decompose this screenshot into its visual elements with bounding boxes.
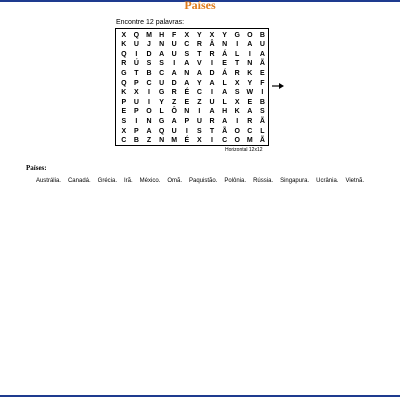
- grid-cell: N: [159, 137, 165, 145]
- grid-cell: T: [209, 127, 215, 135]
- grid-cell: A: [146, 127, 152, 135]
- grid-row: [116, 31, 268, 41]
- grid-cell: I: [148, 89, 150, 97]
- grid-cell: B: [259, 98, 265, 106]
- grid-cell: N: [184, 69, 190, 77]
- grid-cell: K: [121, 89, 127, 97]
- grid-cell: A: [247, 108, 253, 116]
- right-arrow-icon: [272, 82, 284, 90]
- grid-cell: O: [234, 137, 240, 145]
- grid-cell: A: [247, 41, 253, 49]
- grid-cell: Ã: [259, 117, 265, 125]
- grid-cell: F: [260, 79, 265, 87]
- grid-cell: Á: [222, 50, 228, 58]
- grid-cell: D: [171, 79, 177, 87]
- grid-cell: D: [209, 69, 215, 77]
- word-list-item: Polônia.: [224, 178, 247, 184]
- grid-row: [116, 117, 268, 127]
- grid-cell: C: [146, 79, 152, 87]
- grid-cell: Z: [172, 98, 177, 106]
- grid-cell: Ã: [259, 60, 265, 68]
- grid-cell: B: [259, 31, 265, 39]
- grid-cell: S: [234, 89, 240, 97]
- grid-cell: I: [261, 89, 264, 97]
- grid-cell: R: [171, 89, 177, 97]
- grid-cell: I: [135, 117, 138, 125]
- grid-cell: I: [211, 89, 213, 97]
- grid-cell: X: [121, 31, 127, 39]
- grid-row: [116, 107, 268, 117]
- grid-cell: L: [159, 108, 164, 116]
- grid-cell: T: [197, 50, 202, 58]
- word-list-item: Vietnã.: [345, 178, 365, 184]
- grid-cell: O: [234, 127, 240, 135]
- grid-cell: R: [234, 69, 240, 77]
- grid-cell: A: [171, 117, 177, 125]
- grid-cell: E: [247, 98, 253, 106]
- grid-cell: A: [184, 79, 190, 87]
- grid-caption: Horizontal 12x12: [225, 147, 263, 153]
- grid-cell: C: [247, 127, 253, 135]
- word-list-item: Omã.: [167, 178, 183, 184]
- grid-cell: P: [134, 79, 139, 87]
- grid-cell: P: [121, 98, 127, 106]
- grid-cell: A: [209, 79, 215, 87]
- grid-cell: É: [184, 89, 190, 97]
- grid-cell: U: [259, 41, 265, 49]
- grid-cell: X: [121, 127, 127, 135]
- grid-cell: I: [248, 50, 251, 58]
- grid-cell: X: [197, 137, 202, 145]
- page-title: Países: [184, 0, 216, 12]
- grid-cell: A: [222, 89, 228, 97]
- grid-cell: W: [246, 89, 254, 97]
- grid-cell: F: [172, 31, 177, 39]
- grid-cell: S: [260, 108, 265, 116]
- word-list-item: México.: [139, 178, 161, 184]
- grid-cell: U: [171, 127, 177, 135]
- grid-cell: Q: [133, 31, 140, 39]
- instructions: Encontre 12 palavras:: [116, 19, 185, 26]
- grid-cell: U: [196, 117, 202, 125]
- grid-cell: A: [209, 108, 215, 116]
- grid-cell: Ã: [222, 127, 228, 135]
- grid-cell: X: [209, 31, 215, 39]
- grid-cell: Ú: [133, 60, 139, 68]
- grid-cell: U: [171, 50, 177, 58]
- grid-cell: U: [171, 41, 177, 49]
- grid-cell: K: [247, 69, 253, 77]
- grid-cell: P: [134, 127, 139, 135]
- grid-cell: H: [159, 31, 165, 39]
- grid-row: [116, 98, 268, 108]
- grid-cell: L: [222, 79, 227, 87]
- grid-row: [116, 88, 268, 98]
- grid-cell: S: [121, 117, 127, 125]
- grid-cell: R: [247, 117, 253, 125]
- grid-cell: M: [246, 137, 253, 145]
- grid-cell: S: [146, 60, 152, 68]
- word-list-item: Irã.: [124, 178, 133, 184]
- grid-cell: I: [198, 108, 201, 116]
- grid-cell: S: [197, 127, 202, 135]
- grid-cell: E: [222, 60, 227, 68]
- grid-cell: A: [184, 60, 190, 68]
- grid-cell: Q: [158, 127, 165, 135]
- grid-cell: J: [147, 41, 151, 49]
- grid-cell: S: [159, 60, 164, 68]
- grid-cell: L: [222, 98, 227, 106]
- grid-cell: N: [146, 117, 152, 125]
- grid-cell: Z: [197, 98, 202, 106]
- word-list-item: Canadá.: [67, 178, 91, 184]
- word-list-item: Rússia.: [253, 178, 274, 184]
- grid-cell: D: [146, 50, 152, 58]
- grid-cell: C: [222, 137, 228, 145]
- word-list-heading: Países:: [26, 164, 47, 172]
- grid-cell: A: [222, 117, 228, 125]
- grid-cell: É: [184, 137, 190, 145]
- grid-cell: G: [158, 89, 165, 97]
- grid-cell: Á: [222, 69, 228, 77]
- grid-cell: P: [134, 108, 139, 116]
- grid-row: [116, 136, 268, 146]
- grid-cell: I: [135, 50, 138, 58]
- grid-cell: Q: [121, 79, 127, 87]
- grid-cell: R: [209, 117, 215, 125]
- grid-cell: V: [197, 60, 202, 68]
- grid-cell: O: [247, 31, 253, 39]
- grid-cell: L: [260, 127, 265, 135]
- grid-cell: C: [196, 89, 202, 97]
- grid-cell: I: [185, 127, 188, 135]
- grid-cell: U: [209, 98, 215, 106]
- grid-cell: L: [235, 50, 240, 58]
- grid-cell: P: [184, 117, 190, 125]
- grid-cell: H: [222, 108, 228, 116]
- word-list-item: Grécia.: [97, 178, 117, 184]
- grid-cell: M: [171, 137, 178, 145]
- grid-cell: R: [121, 60, 127, 68]
- grid-cell: S: [184, 50, 190, 58]
- grid-row: [116, 40, 268, 50]
- grid-cell: Z: [146, 137, 152, 145]
- grid-cell: G: [121, 69, 127, 77]
- grid-cell: N: [222, 41, 228, 49]
- word-list-item: Ucrânia.: [316, 178, 339, 184]
- word-list-item: Austrália.: [35, 178, 61, 184]
- grid-cell: I: [148, 98, 150, 106]
- grid-cell: X: [234, 79, 240, 87]
- grid-cell: O: [146, 108, 152, 116]
- grid-row: [116, 50, 268, 60]
- grid-cell: R: [209, 50, 215, 58]
- grid-row: [116, 79, 268, 89]
- grid-cell: Y: [247, 79, 253, 87]
- grid-cell: B: [146, 69, 152, 77]
- grid-cell: C: [184, 41, 190, 49]
- word-list-item: Singapura.: [280, 178, 310, 184]
- grid-cell: B: [133, 137, 139, 145]
- word-search-grid: [115, 28, 269, 146]
- grid-cell: Y: [159, 98, 164, 106]
- grid-cell: Q: [121, 50, 127, 58]
- grid-cell: G: [158, 117, 165, 125]
- grid-row: [116, 59, 268, 69]
- grid-cell: Y: [222, 31, 227, 39]
- grid-cell: Ô: [171, 108, 177, 116]
- grid-cell: Y: [197, 31, 202, 39]
- word-list: [22, 176, 378, 186]
- grid-cell: Y: [197, 79, 202, 87]
- grid-cell: C: [159, 69, 165, 77]
- grid-cell: U: [159, 79, 165, 87]
- grid-cell: A: [196, 69, 202, 77]
- grid-row: [116, 127, 268, 137]
- grid-row: [116, 69, 268, 79]
- bottom-rule: [0, 395, 400, 397]
- grid-cell: U: [133, 41, 139, 49]
- grid-cell: E: [121, 108, 127, 116]
- grid-cell: I: [173, 60, 176, 68]
- grid-cell: Â: [209, 41, 215, 49]
- grid-cell: Ã: [259, 137, 265, 145]
- grid-cell: A: [171, 69, 177, 77]
- grid-cell: R: [196, 41, 202, 49]
- grid-cell: I: [211, 60, 213, 68]
- grid-cell: U: [133, 98, 139, 106]
- grid-cell: I: [211, 137, 213, 145]
- grid-cell: X: [234, 98, 240, 106]
- grid-cell: N: [184, 108, 190, 116]
- grid-cell: K: [234, 108, 240, 116]
- grid-cell: I: [236, 117, 239, 125]
- word-list-item: Paquistão.: [189, 178, 218, 184]
- grid-cell: C: [121, 137, 127, 145]
- grid-cell: G: [234, 31, 240, 39]
- grid-cell: E: [260, 69, 265, 77]
- grid-cell: N: [159, 41, 165, 49]
- grid-cell: N: [247, 60, 253, 68]
- grid-cell: T: [134, 69, 139, 77]
- grid-cell: K: [121, 41, 127, 49]
- grid-cell: A: [159, 50, 165, 58]
- grid-cell: I: [236, 41, 239, 49]
- grid-cell: T: [235, 60, 240, 68]
- grid-cell: X: [184, 31, 190, 39]
- grid-cell: E: [184, 98, 190, 106]
- grid-cell: X: [134, 89, 139, 97]
- grid-cell: M: [146, 31, 152, 39]
- grid-cell: A: [259, 50, 265, 58]
